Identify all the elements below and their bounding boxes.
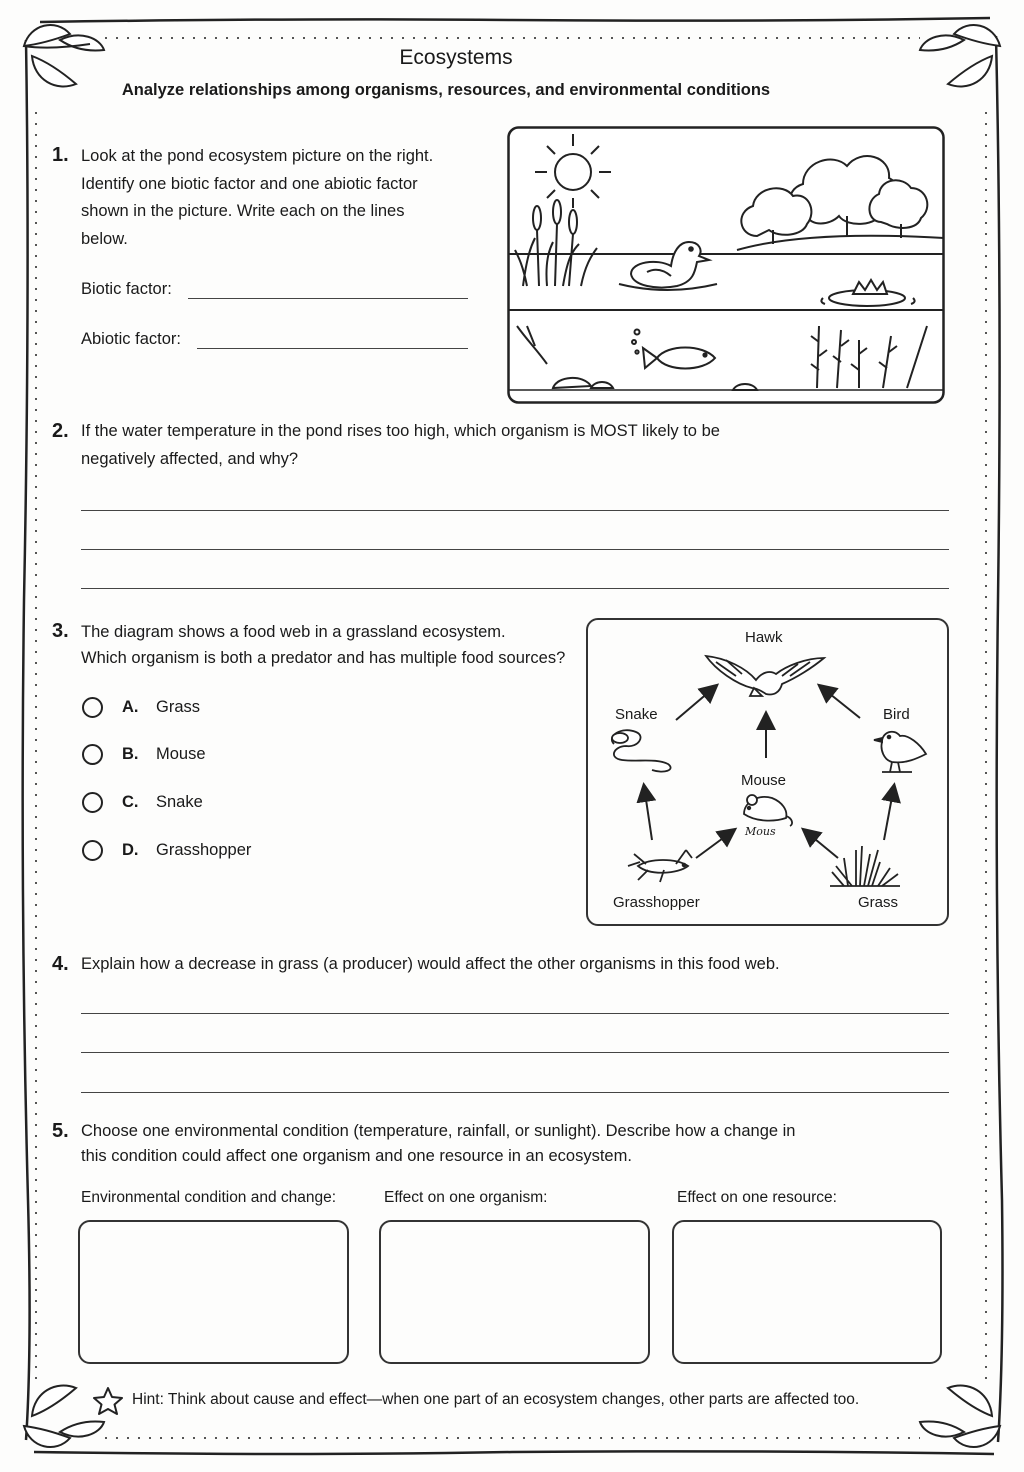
q3-line: The diagram shows a food web in a grassland ecosystem.	[81, 623, 506, 641]
organism-box-label: Effect on one organism:	[384, 1189, 548, 1206]
q3-text	[81, 619, 581, 671]
q2-line: negatively affected, and why?	[81, 449, 299, 468]
option-d-letter: D.	[122, 841, 139, 859]
option-c-letter: C.	[122, 793, 139, 811]
snake-icon	[612, 730, 671, 771]
mouse-label: Mouse	[741, 772, 787, 789]
q4-number: 4.	[52, 953, 69, 975]
option-d-text: Grasshopper	[156, 841, 252, 859]
option-b-radio[interactable]	[82, 744, 103, 765]
hint-text: Hint: Think about cause and effect—when one part of an ecosystem changes, other parts are affected too.	[132, 1391, 860, 1408]
q3-number: 3.	[52, 620, 69, 642]
option-a-letter: A.	[122, 698, 139, 716]
organism-answer-box[interactable]	[379, 1220, 650, 1364]
grasshopper-icon	[628, 850, 692, 882]
q5-text	[81, 1119, 961, 1168]
mouse-icon	[744, 795, 792, 826]
pond-ecosystem-picture	[507, 126, 945, 404]
corner-leaves-bottom-right	[920, 1386, 1000, 1448]
q2-answer-line[interactable]	[81, 510, 949, 511]
corner-leaves-top-right	[920, 25, 1000, 87]
snake-label: Snake	[615, 706, 658, 723]
q2-text	[81, 418, 961, 473]
q4-answer-line[interactable]	[81, 1013, 949, 1014]
q2-number: 2.	[52, 420, 69, 442]
condition-answer-box[interactable]	[78, 1220, 349, 1364]
option-a-radio[interactable]	[82, 697, 103, 718]
q4-answer-line[interactable]	[81, 1052, 949, 1053]
q5-line: this condition could affect one organism and one resource in an ecosystem.	[81, 1146, 632, 1165]
hawk-label: Hawk	[745, 629, 783, 646]
q2-line: If the water temperature in the pond rises too high, which organism is MOST likely to be	[81, 422, 720, 440]
q1-line: below.	[81, 229, 128, 248]
page-title: Ecosystems	[399, 46, 513, 69]
option-d-radio[interactable]	[82, 840, 103, 861]
q4-text: Explain how a decrease in grass (a producer) would affect the other organisms in this food web.	[81, 955, 780, 973]
q1-line: shown in the picture. Write each on the lines	[81, 202, 405, 220]
abiotic-label: Abiotic factor:	[81, 330, 181, 348]
bird-icon	[874, 732, 926, 772]
q2-answer-line[interactable]	[81, 549, 949, 550]
grass-icon	[830, 846, 900, 886]
grasshopper-label: Grasshopper	[613, 894, 700, 911]
mouse-scribble: Mous	[745, 825, 776, 838]
q5-line: Choose one environmental condition (temperature, rainfall, or sunlight). Describe how a change in	[81, 1122, 796, 1140]
option-c-text: Snake	[156, 793, 203, 811]
q4-answer-line[interactable]	[81, 1092, 949, 1093]
q2-answer-line[interactable]	[81, 588, 949, 589]
hawk-icon	[706, 656, 824, 696]
biotic-answer-line[interactable]	[188, 298, 468, 299]
option-b-letter: B.	[122, 745, 139, 763]
q1-line: Look at the pond ecosystem picture on the right.	[81, 147, 434, 165]
resource-answer-box[interactable]	[672, 1220, 942, 1364]
abiotic-answer-line[interactable]	[197, 348, 468, 349]
bird-label: Bird	[883, 706, 910, 723]
q1-line: Identify one biotic factor and one abiotic factor	[81, 174, 418, 193]
q1-number: 1.	[52, 144, 69, 166]
option-b-text: Mouse	[156, 745, 206, 763]
q5-number: 5.	[52, 1120, 69, 1142]
option-a-text: Grass	[156, 698, 201, 716]
resource-box-label: Effect on one resource:	[677, 1189, 837, 1206]
grass-label: Grass	[858, 894, 899, 911]
star-icon	[92, 1386, 124, 1416]
option-c-radio[interactable]	[82, 792, 103, 813]
page-subtitle: Analyze relationships among organisms, resources, and environmental conditions	[121, 81, 771, 99]
q3-line: Which organism is both a predator and has multiple food sources?	[81, 649, 566, 667]
condition-box-label: Environmental condition and change:	[81, 1189, 337, 1206]
q1-text	[81, 143, 481, 253]
biotic-label: Biotic factor:	[81, 280, 172, 298]
